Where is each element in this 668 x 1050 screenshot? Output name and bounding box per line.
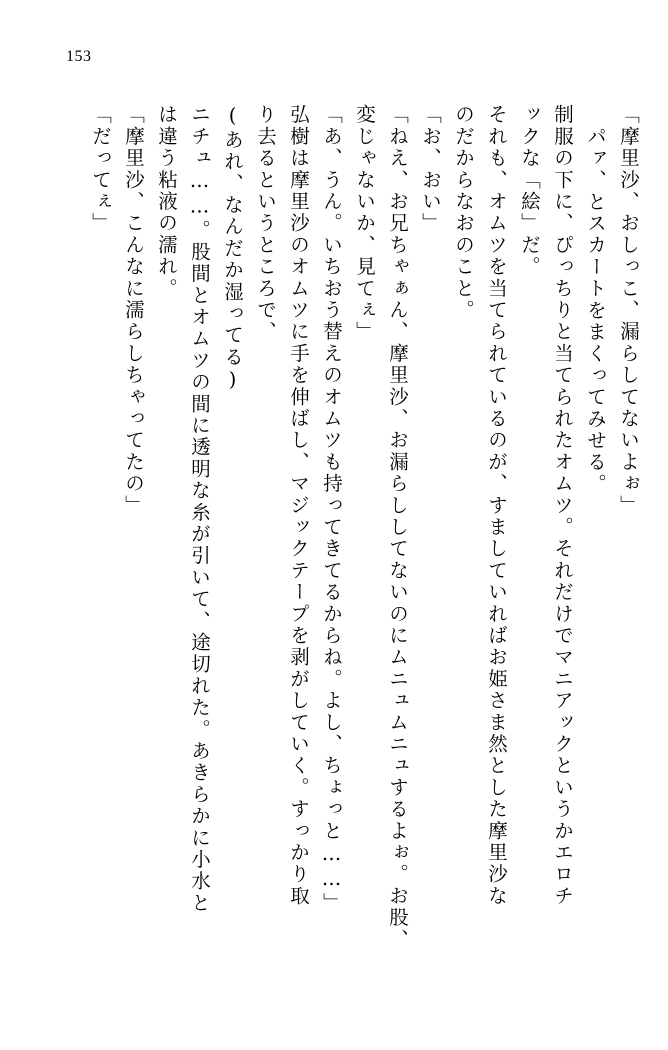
page-number: 153	[66, 48, 92, 65]
text-line: ックな「絵」だ。	[518, 104, 541, 278]
text-line: 「ねえ、お兄ちゃぁん、摩里沙、お漏らししてないのにムニュムニュするよぉ。お股、	[386, 104, 409, 951]
text-line: パァ、とスカートをまくってみせる。	[584, 126, 607, 495]
text-line: のだからなおのこと。	[452, 104, 475, 321]
text-line: ニチュ……。股間とオムツの間に透明な糸が引いて、途切れた。あきらかに小水と	[188, 104, 211, 914]
text-line: 「あ、うん。いちおう替えのオムツも持ってきてるからね。よし、ちょっと……」	[320, 104, 343, 914]
text-line: それも、オムツを当てられているのが、すましていればお姫さま然とした摩里沙な	[485, 104, 508, 907]
text-line: 「摩里沙、おしっこ、漏らしてないよぉ」	[617, 104, 640, 517]
text-line: 「お、おい」	[419, 104, 442, 235]
text-line: 制服の下に、ぴっちりと当てられたオムツ。それだけでマニアックというかエロチ	[551, 104, 574, 907]
text-line: (あれ、なんだか湿ってる)	[221, 104, 244, 394]
text-line: 「だってぇ」	[89, 104, 112, 235]
text-line: 変じゃないか、見てぇ」	[353, 104, 376, 343]
page-text-body	[40, 104, 638, 1004]
text-line: 弘樹は摩里沙のオムツに手を伸ばし、マジックテープを剥がしていく。すっかり取	[287, 104, 310, 907]
text-line: は違う粘液の濡れ。	[155, 104, 178, 300]
text-line: り去るというところで、	[254, 104, 277, 343]
text-line: 「摩里沙、こんなに濡らしちゃってたの」	[122, 104, 145, 517]
